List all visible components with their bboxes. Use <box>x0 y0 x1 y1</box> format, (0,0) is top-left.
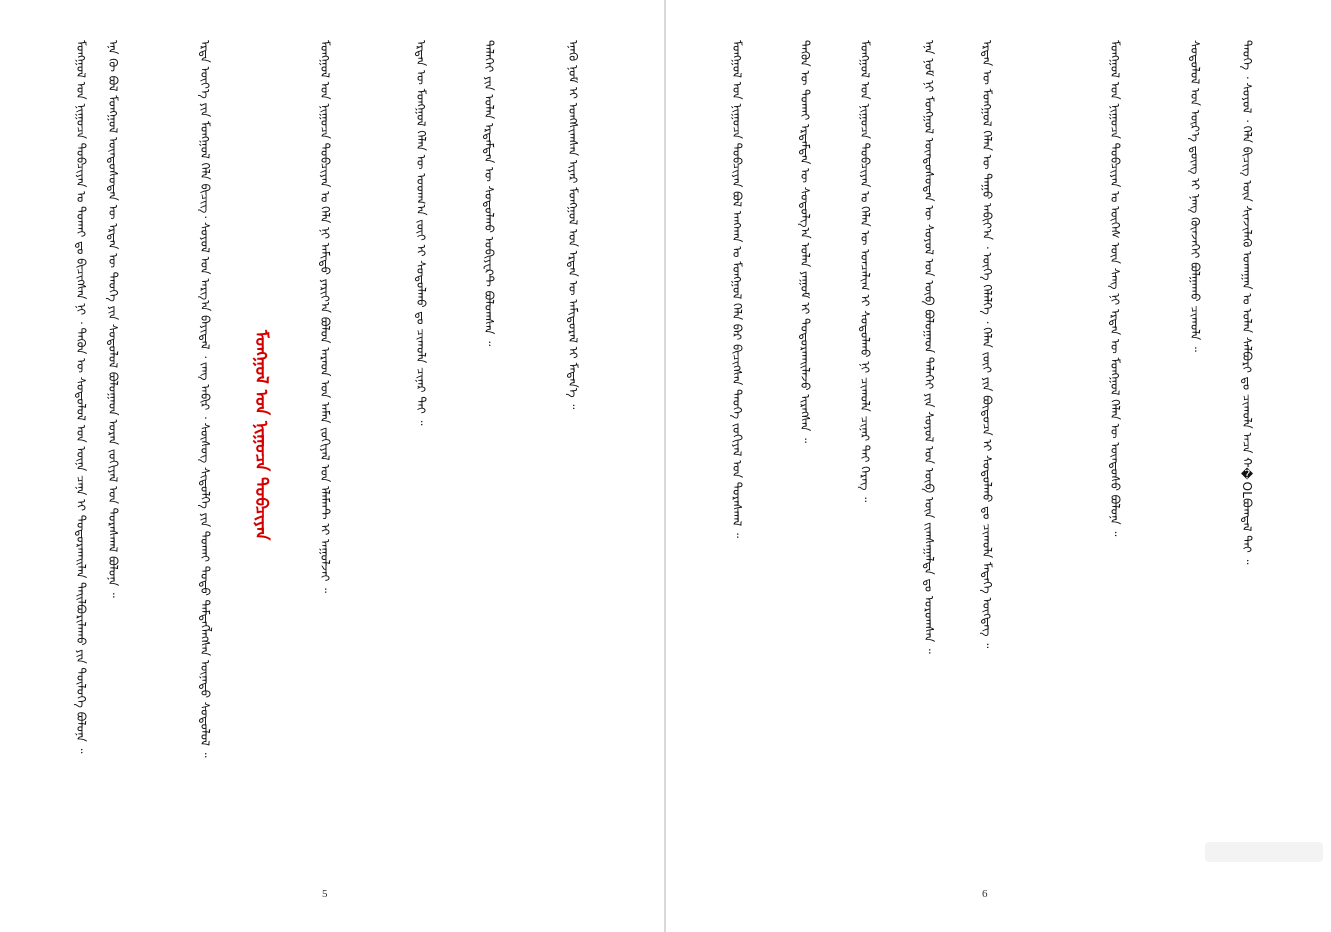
page-number: 6 <box>982 888 988 900</box>
text-column: ᠡᠨᠡᠬᠦ ᠨᠣᠮ ᠢ ᠤᠩᠰᠢᠭᠰᠠᠨ ᠢᠶᠠᠷ ᠮᠣᠩᠭᠣᠯ ᠤᠨ ᠡᠷᠲᠡᠨ ᠦ ᠠᠮᠢᠳᠤᠷᠠᠯ ᠢ ᠮᠡᠳᠡᠨ᠎ᠡ ᠃ <box>566 40 580 410</box>
text-column: ᠡᠨᠡ ᠨᠣᠮ ᠨᠢ ᠮᠣᠩᠭᠣᠯ ᠦᠨᠳᠦᠰᠦᠲᠡᠨ ᠦ ᠰᠣᠶᠣᠯ ᠤᠨ ᠥᠪ ᠪᠣᠯᠤᠭᠠᠳ ᠳᠡᠯᠡᠬᠡᠢ ᠶᠢᠨ ᠰᠣᠶᠣᠯ ᠤᠨ ᠥᠪ ᠦᠨ ᠵᠢᠭᠰᠠᠭᠠᠯᠲᠠ ᠳᠤ ᠣᠷᠣᠭᠰᠠᠨ ᠃ <box>922 40 936 654</box>
text-column: ᠮᠣᠩᠭᠣᠯ ᠤᠨ ᠨᠢᠭᠤᠴᠠ ᠲᠣᠪᠴᠢᠶᠠᠨ ᠤ ᠬᠡᠯᠡ ᠨᠢ ᠠᠮᠢᠳᠤ ᠶᠠᠷᠢᠶ᠎ᠠ ᠪᠣᠯᠤᠨ ᠠᠷᠠᠳ ᠤᠨ ᠠᠮᠠᠨ ᠵᠣᠬᠢᠶᠠᠯ ᠤᠨ ᠡᠯᠡᠮᠡᠨᠲ ᠢ ᠠᠭᠤᠯᠵᠠᠢ ᠃ <box>318 40 332 594</box>
left-page <box>0 0 664 932</box>
page-number: 5 <box>322 888 328 900</box>
text-column: ᠲᠡᠦᠬᠡ ᠂ ᠰᠣᠶᠣᠯ ᠂ ᠬᠡᠯᠡ ᠪᠢᠴᠢᠭ ᠦᠨ ᠰᠢᠨᠵᠢᠯᠡᠬᠦ ᠤᠬᠠᠭᠠᠨ ᠤ ᠣᠯᠠᠨ ᠰᠠᠯᠪᠤᠷᠢ ᠳᠤ ᠴᠢᠬᠤᠯᠠ ᠠᠴᠠ ᠬ�OLᠪᠣᠭᠳᠠᠯ ᠲᠠᠢ ᠃ <box>1240 40 1254 565</box>
text-column: ᠡᠷᠲᠡᠨ ᠦ ᠮᠣᠩᠭᠣᠯ ᠬᠡᠯᠡᠨ ᠦ ᠳᠠᠭᠤ ᠠᠪᠢᠶ᠎ᠠ ᠂ ᠦᠭᠡ ᠬᠡᠯᠡᠯᠭᠡ ᠂ ᠬᠡᠯᠡᠨ ᠵᠦᠢ ᠶᠢᠨ ᠪᠦᠲᠦᠴᠡ ᠢ ᠰᠤᠳᠤᠯᠬᠤ ᠳᠤ ᠴᠢᠬᠤᠯᠠ ᠮᠡᠳᠡᠭᠡ ᠥᠭᠳᠡᠭ ᠃ <box>980 40 994 649</box>
text-column: ᠮᠣᠩᠭᠣᠯ ᠤᠨ ᠨᠢᠭᠤᠴᠠ ᠲᠣᠪᠴᠢᠶᠠᠨ ᠤ ᠲᠤᠬᠠᠢ ᠳᠤ ᠪᠢᠴᠢᠭᠰᠡᠨ ᠨᠢ ᠂ ᠲᠡᠭᠦᠨ ᠦ ᠰᠤᠳᠤᠯᠤᠯ ᠤᠨ ᠦᠨᠡ ᠴᠡᠨᠡ ᠢ ᠲᠣᠳᠤᠷᠬᠠᠢᠯᠠᠨ ᠲᠠᠢᠯᠪᠤᠷᠢᠯᠠᠬᠤ ᠶᠢᠨ ᠲᠥᠯᠥᠭᠡ ᠪᠣᠯᠤᠨᠠ ᠃ <box>74 40 88 754</box>
text-column: ᠳᠡᠯᠡᠬᠡᠢ ᠶᠢᠨ ᠣᠯᠠᠨ ᠡᠷᠳᠡᠮᠲᠡᠨ ᠦ ᠰᠤᠳᠤᠯᠬᠤ ᠣᠪᠢᠶᠧᠺᠲ ᠪᠣᠯᠤᠭᠰᠠᠨ ᠃ <box>482 40 496 347</box>
left-page-columns <box>0 0 664 932</box>
text-column: ᠮᠣᠩᠭᠣᠯ ᠤᠨ ᠨᠢᠭᠤᠴᠠ ᠲᠣᠪᠴᠢᠶᠠᠨ ᠪᠣᠯ ᠠᠩᠬᠠᠨ ᠤ ᠮᠣᠩᠭᠣᠯ ᠬᠡᠯᠡ ᠪᠡᠷ ᠪᠢᠴᠢᠭᠰᠡᠨ ᠲᠡᠦᠬᠡ ᠵᠣᠬᠢᠶᠠᠯ ᠤᠨ ᠳᠤᠷᠠᠰᠬᠠᠯ ᠃ <box>730 40 744 538</box>
text-column: ᠮᠣᠩᠭᠣᠯ ᠤᠨ ᠨᠢᠭᠤᠴᠠ ᠲᠣᠪᠴᠢᠶᠠᠨ ᠤ ᠬᠡᠯᠡᠨ ᠦ ᠣᠨᠴᠠᠯᠢᠭ ᠢ ᠰᠤᠳᠤᠯᠬᠤ ᠨᠢ ᠴᠢᠬᠤᠯᠠ ᠴᠢᠨᠠᠷ ᠲᠠᠢ ᠬᠡᠷᠡᠭ ᠃ <box>858 40 872 503</box>
text-column: ᠡᠷᠲᠡᠨ ᠦ ᠮᠣᠩᠭᠣᠯ ᠬᠡᠯᠡᠨ ᠦ ᠤᠳᠬ᠎ᠠ ᠵᠦᠢ ᠢ ᠰᠤᠳᠤᠯᠬᠤ ᠳᠤ ᠴᠢᠬᠤᠯᠠ ᠴᠢᠨᠠᠷ ᠲᠠᠢ ᠃ <box>414 40 428 426</box>
text-column: ᠡᠷᠲᠡ ᠦᠶ᠎ᠡ ᠶᠢᠨ ᠮᠣᠩᠭᠣᠯ ᠬᠡᠯᠡ ᠪᠢᠴᠢᠭ᠂ ᠰᠣᠶᠣᠯ ᠤᠨ ᠠᠷᠭ᠎ᠠ ᠪᠠᠶᠢᠳᠠᠯ ᠂ ᠵᠠᠩ ᠠᠪᠢᠷ ᠂ ᠰᠦᠰᠦᠭ ᠰᠢᠲᠦᠯᠭᠡ ᠶᠢᠨ ᠲᠤᠬᠠᠢ ᠲᠣᠳᠤ ᠲᠡᠮᠳᠡᠭᠯᠡᠭᠰᠡᠨ ᠦᠨᠡᠲᠦ ᠰᠤᠳᠤᠯᠤᠯ ᠃ <box>198 40 212 758</box>
text-column: ᠮᠣᠩᠭᠣᠯ ᠤᠨ ᠨᠢᠭᠤᠴᠠ ᠲᠣᠪᠴᠢᠶᠠᠨ ᠤ ᠦᠭᠡᠰ ᠦᠨ ᠰᠠᠩ ᠨᠢ ᠡᠷᠲᠡᠨ ᠦ ᠮᠣᠩᠭᠣᠯ ᠬᠡᠯᠡᠨ ᠦ ᠦᠨᠳᠦᠰᠦ ᠪᠣᠯᠤᠨᠠ ᠃ <box>1108 40 1122 537</box>
section-heading: ᠮᠣᠩᠭᠣᠯ ᠤᠨ ᠨᠢᠭᠤᠴᠠ ᠲᠣᠪᠴᠢᠶᠠᠨ <box>251 330 271 541</box>
right-page-columns <box>666 0 1331 932</box>
text-column: ᠡᠨᠡ ᠬᠦ ᠪᠣᠯ ᠮᠣᠩᠭᠣᠯ ᠦᠨᠳᠦᠰᠦᠲᠡᠨ ᠦ ᠡᠷᠲᠡᠨ ᠦ ᠲᠡᠦᠬᠡ ᠶᠢᠨ ᠰᠤᠳᠤᠯᠤᠯ ᠪᠣᠯᠤᠭᠠᠳ ᠤᠷᠠᠨ ᠵᠣᠬᠢᠶᠠᠯ ᠤᠨ ᠳᠤᠷᠠᠰᠬᠠᠯ ᠪᠣᠯᠤᠨᠠ ᠃ <box>106 40 120 598</box>
right-page <box>666 0 1331 932</box>
watermark-logo <box>1205 842 1323 862</box>
text-column: ᠲᠡᠭᠦᠨ ᠦ ᠲᠤᠬᠠᠢ ᠡᠷᠳᠡᠮᠲᠡᠨ ᠦ ᠰᠤᠳᠤᠯᠭ᠎ᠠ ᠣᠯᠠᠨ ᠶᠠᠭᠤᠮ ᠢ ᠲᠣᠳᠤᠷᠬᠠᠢᠯᠠᠵᠤ ᠢᠷᠡᠭᠰᠡᠨ ᠃ <box>798 40 812 443</box>
text-column: ᠰᠤᠳᠤᠯᠤᠯ ᠤᠨ ᠦᠷ᠎ᠡ ᠳ᠋ᠦᠩ ᠢ ᠨᠡᠩ ᠭᠦᠨᠵᠡᠭᠡᠢ ᠪᠣᠯᠭᠠᠬᠤ ᠴᠢᠬᠤᠯᠠ ᠃ <box>1188 40 1202 352</box>
